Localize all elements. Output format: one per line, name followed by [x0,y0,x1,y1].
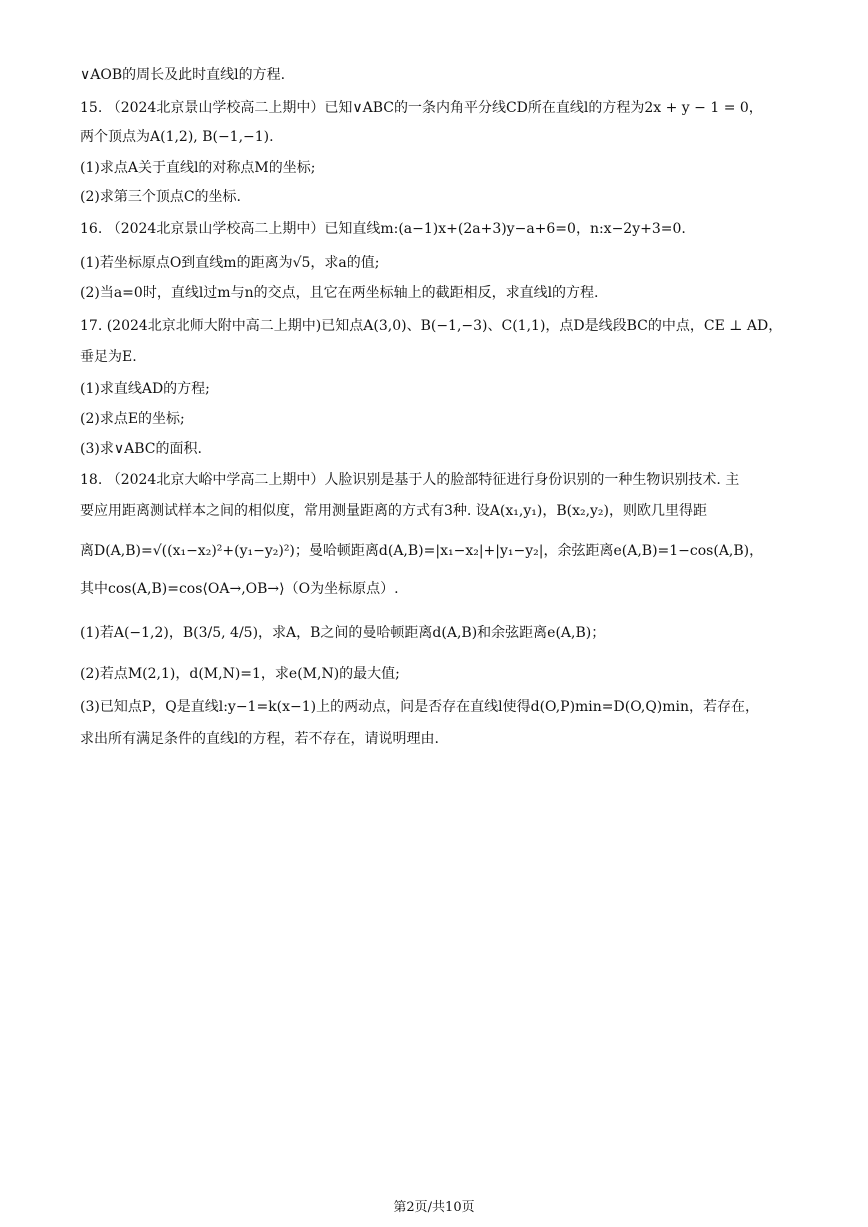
problem-18-cosine-definition: 其中cos(A,B)=cos⟨OA→,OB→⟩（O为坐标原点）. [80,581,399,597]
problem-16-title: 16. （2024北京景山学校高二上期中）已知直线m:(a−1)x+(2a+3)y−a+6=0，n:x−2y+3=0. [80,221,686,237]
problem-18-title: 18. （2024北京大峪中学高二上期中）人脸识别是基于人的脸部特征进行身份识别的一种生物识别技术. 主 [80,472,740,488]
problem-17-part-1: (1)求直线AD的方程; [80,381,210,397]
problem-17-foot: 垂足为E. [80,349,137,365]
problem-18-part-1: (1)若A(−1,2)，B(3/5, 4/5)，求A，B之间的曼哈顿距离d(A,B)和余弦距离e(A,B)； [80,625,606,641]
problem-17-part-2: (2)求点E的坐标; [80,411,185,427]
problem-17-part-3: (3)求∨ABC的面积. [80,441,202,457]
problem-17-title: 17. (2024北京北师大附中高二上期中)已知点A(3,0)、B(−1,−3)、C(1,1)，点D是线段BC的中点，CE ⊥ AD， [80,318,783,334]
problem-18-part-2: (2)若点M(2,1)，d(M,N)=1，求e(M,N)的最大值; [80,666,400,682]
problem-15-part-1: (1)求点A关于直线l的对称点M的坐标; [80,160,316,176]
page-number-footer: 第2页/共10页 [393,1200,475,1215]
problem-18-distance-definitions: 离D(A,B)=√((x₁−x₂)²+(y₁−y₂)²)；曼哈顿距离d(A,B)=|x₁−x₂|+|y₁−y₂|，余弦距离e(A,B)=1−cos(A,B)， [80,543,764,559]
text-line-aob-perimeter: ∨AOB的周长及此时直线l的方程. [80,67,286,83]
problem-15-title: 15. （2024北京景山学校高二上期中）已知∨ABC的一条内角平分线CD所在直线l的方程为2x + y − 1 = 0， [80,100,763,116]
problem-18-line-2: 要应用距离测试样本之间的相似度，常用测量距离的方式有3种. 设A(x₁,y₁)，B(x₂,y₂)，则欧几里得距 [80,503,708,519]
problem-16-part-1: (1)若坐标原点O到直线m的距离为√5，求a的值; [80,255,380,271]
problem-15-vertices: 两个顶点为A(1,2), B(−1,−1). [80,129,274,145]
problem-18-part-3: (3)已知点P，Q是直线l:y−1=k(x−1)上的两动点，问是否存在直线l使得d(O,P)min=D(O,Q)min，若存在， [80,699,760,715]
problem-15-part-2: (2)求第三个顶点C的坐标. [80,189,241,205]
problem-16-part-2: (2)当a=0时，直线l过m与n的交点，且它在两坐标轴上的截距相反，求直线l的方程. [80,285,599,301]
problem-18-part-3-continued: 求出所有满足条件的直线l的方程，若不存在，请说明理由. [80,731,439,747]
